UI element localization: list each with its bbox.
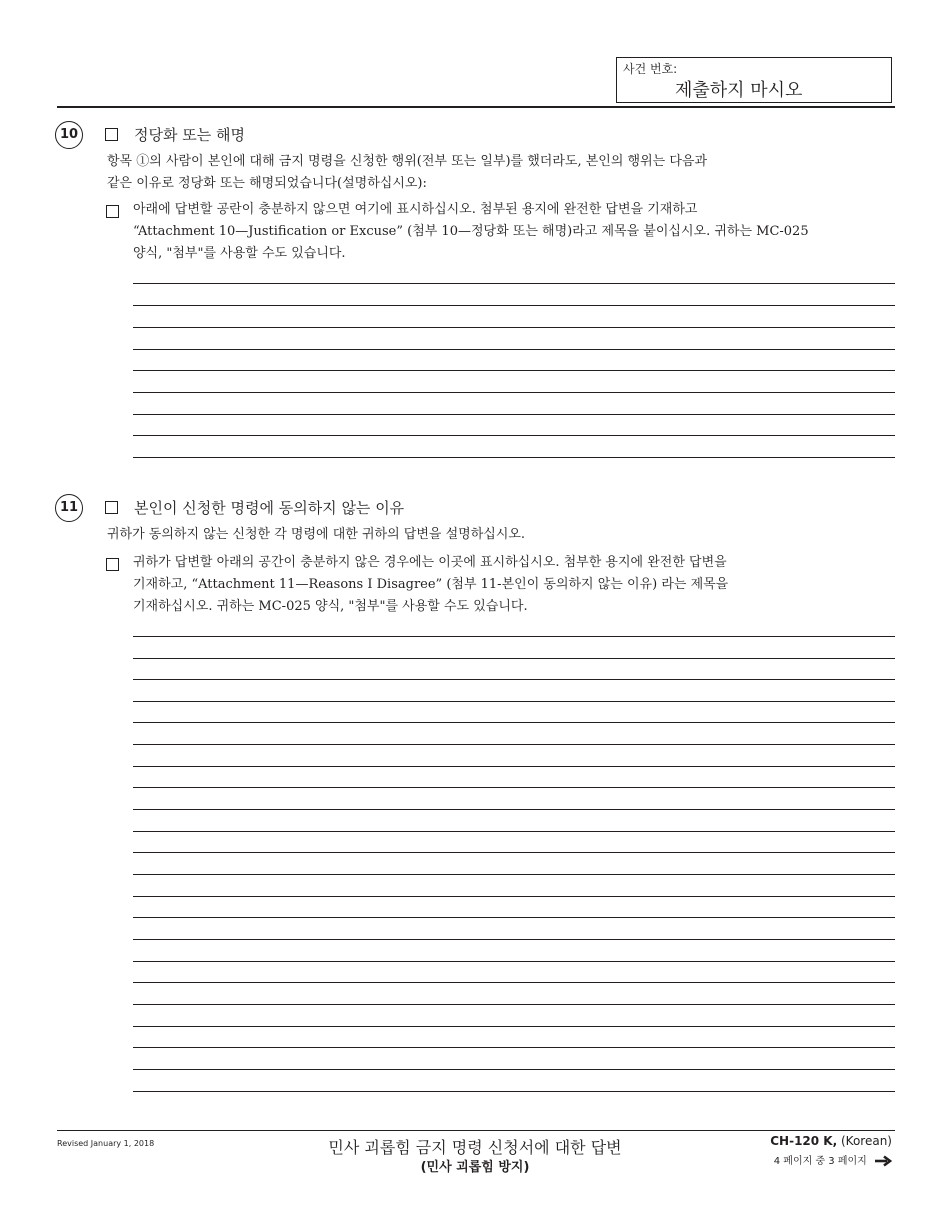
section10-answer-line[interactable] <box>133 305 895 306</box>
form-language: (Korean) <box>841 1134 892 1148</box>
section10-title: 정당화 또는 해명 <box>134 126 245 144</box>
section10-checkbox[interactable] <box>105 128 118 141</box>
section10-attachment-line3: 양식, "첨부"를 사용할 수도 있습니다. <box>133 246 346 261</box>
item-number-11: 11 <box>55 494 83 522</box>
section11-answer-line[interactable] <box>133 809 895 810</box>
page-info: 4 페이지 중 3 페이지 <box>773 1156 867 1167</box>
section10-answer-line[interactable] <box>133 349 895 350</box>
section10-answer-line[interactable] <box>133 435 895 436</box>
section10-answer-line[interactable] <box>133 414 895 415</box>
section11-answer-line[interactable] <box>133 1069 895 1070</box>
section11-answer-line[interactable] <box>133 1091 895 1092</box>
section11-answer-line[interactable] <box>133 744 895 745</box>
section11-attachment-line1: 귀하가 답변할 아래의 공간이 충분하지 않은 경우에는 이곳에 표시하십시오. 첨부한 용지에 완전한 답변을 <box>133 555 727 570</box>
form-code <box>770 1134 892 1148</box>
section10-instruction-line1: 항목 ①의 사람이 본인에 대해 금지 명령을 신청한 행위(전부 또는 일부)를 했더라도, 본인의 행위는 다음과 <box>107 154 708 169</box>
section11-answer-line[interactable] <box>133 852 895 853</box>
arrow-right-icon <box>874 1155 892 1167</box>
form-title: 민사 괴롭힘 금지 명령 신청서에 대한 답변 <box>328 1138 622 1157</box>
section11-answer-line[interactable] <box>133 658 895 659</box>
section11-instruction-line1: 귀하가 동의하지 않는 신청한 각 명령에 대한 귀하의 답변을 설명하십시오. <box>107 527 526 542</box>
section11-answer-line[interactable] <box>133 1026 895 1027</box>
section11-answer-line[interactable] <box>133 961 895 962</box>
section11-checkbox[interactable] <box>105 501 118 514</box>
section10-attachment-line1: 아래에 답변할 공란이 충분하지 않으면 여기에 표시하십시오. 첨부된 용지에 완전한 답변을 기재하고 <box>133 202 698 217</box>
section10-attachment-line2: “Attachment 10—Justification or Excuse” (첨부 10—정당화 또는 해명)라고 제목을 붙이십시오. 귀하는 MC-025 <box>133 224 809 239</box>
section11-attachment-line2: 기재하고, “Attachment 11—Reasons I Disagree” (첨부 11-본인이 동의하지 않는 이유) 라는 제목을 <box>133 577 729 592</box>
section11-answer-line[interactable] <box>133 1004 895 1005</box>
page-indicator <box>774 1152 892 1167</box>
section10-answer-line[interactable] <box>133 327 895 328</box>
section11-attachment-checkbox[interactable] <box>106 558 119 571</box>
section10-answer-line[interactable] <box>133 457 895 458</box>
form-subtitle: (민사 괴롭힘 방지) <box>420 1160 530 1175</box>
form-code-number: CH-120 K, <box>770 1134 838 1148</box>
section10-answer-line[interactable] <box>133 370 895 371</box>
case-number-value: 제출하지 마시오 <box>675 80 803 101</box>
section11-answer-line[interactable] <box>133 766 895 767</box>
footer-divider <box>57 1130 895 1131</box>
section11-answer-line[interactable] <box>133 787 895 788</box>
section11-answer-line[interactable] <box>133 679 895 680</box>
section11-answer-line[interactable] <box>133 939 895 940</box>
section11-answer-line[interactable] <box>133 874 895 875</box>
section11-answer-line[interactable] <box>133 831 895 832</box>
case-number-label: 사건 번호: <box>623 62 678 76</box>
section11-answer-line[interactable] <box>133 701 895 702</box>
revised-date: Revised January 1, 2018 <box>57 1139 155 1148</box>
section11-answer-line[interactable] <box>133 896 895 897</box>
section11-answer-line[interactable] <box>133 636 895 637</box>
item-number-10: 10 <box>55 121 83 149</box>
section10-instruction-line2: 같은 이유로 정당화 또는 해명되었습니다(설명하십시오): <box>107 176 427 191</box>
header-divider <box>57 106 895 108</box>
section11-answer-line[interactable] <box>133 722 895 723</box>
section10-answer-line[interactable] <box>133 392 895 393</box>
section11-answer-line[interactable] <box>133 1047 895 1048</box>
section11-answer-line[interactable] <box>133 982 895 983</box>
section11-answer-line[interactable] <box>133 917 895 918</box>
section11-title: 본인이 신청한 명령에 동의하지 않는 이유 <box>134 499 405 517</box>
section11-attachment-line3: 기재하십시오. 귀하는 MC-025 양식, "첨부"를 사용할 수도 있습니다. <box>133 599 528 614</box>
case-number-box <box>616 57 892 103</box>
section10-attachment-checkbox[interactable] <box>106 205 119 218</box>
section10-answer-line[interactable] <box>133 283 895 284</box>
